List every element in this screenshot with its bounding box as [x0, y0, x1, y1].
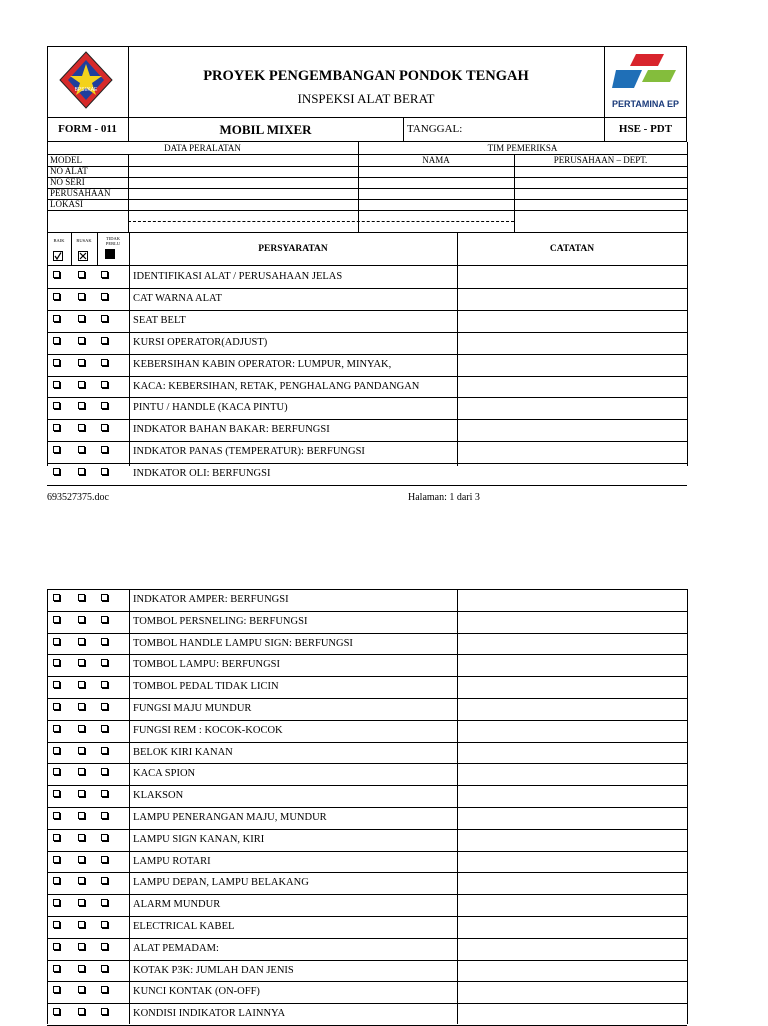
checklist-row [47, 611, 687, 633]
checkbox-not-needed[interactable] [101, 315, 108, 322]
equipment-name: MOBIL MIXER [219, 122, 312, 137]
legend-damaged: RUSAK [76, 238, 92, 243]
checkbox-damaged[interactable] [78, 638, 85, 645]
legend-not-needed: TIDAK [106, 236, 120, 241]
notes-cell[interactable] [458, 590, 686, 610]
divider [47, 117, 687, 118]
checkbox-good[interactable] [53, 943, 60, 950]
logo-text: BPSI/KAE [74, 87, 98, 93]
page-number: Halaman: 1 dari 3 [408, 492, 480, 503]
checkbox-damaged[interactable] [78, 986, 85, 993]
checkbox-damaged[interactable] [78, 446, 85, 453]
checkbox-not-needed[interactable] [101, 1008, 108, 1015]
team-company-header: PERUSAHAAN – DEPT. [553, 155, 648, 165]
checkbox-not-needed[interactable] [101, 986, 108, 993]
field-perusahaan: PERUSAHAAN [50, 188, 111, 198]
checkbox-not-needed[interactable] [101, 337, 108, 344]
checkbox-good[interactable] [53, 747, 60, 754]
checklist-row [47, 720, 687, 742]
checkbox-damaged[interactable] [78, 315, 85, 322]
requirement-label: KOTAK P3K: JUMLAH DAN JENIS [133, 964, 294, 976]
requirement-label: LAMPU DEPAN, LAMPU BELAKANG [133, 877, 309, 889]
project-title: PROYEK PENGEMBANGAN PONDOK TENGAH [203, 68, 529, 84]
checklist-row [47, 698, 687, 720]
requirement-label: INDKATOR PANAS (TEMPERATUR): BERFUNGSI [133, 446, 365, 458]
checkbox-good[interactable] [53, 921, 60, 928]
pertamina-logo-icon [612, 52, 678, 98]
checkbox-good[interactable] [53, 594, 60, 601]
requirement-label: INDKATOR AMPER: BERFUNGSI [133, 594, 289, 605]
checkbox-good[interactable] [53, 293, 60, 300]
checkbox-good[interactable] [53, 877, 60, 884]
checkbox-good[interactable] [53, 359, 60, 366]
checked-box-icon [53, 251, 63, 261]
equipment-data-title: DATA PERALATAN [164, 143, 241, 153]
form-number: FORM - 011 [58, 123, 117, 135]
pertamina-logo-text: PERTAMINA EP [612, 99, 680, 109]
requirement-label: KACA: KEBERSIHAN, RETAK, PENGHALANG PANDANGAN [133, 380, 420, 392]
legend-good: BAIK [53, 238, 65, 243]
checkbox-damaged[interactable] [78, 424, 85, 431]
checkbox-good[interactable] [53, 381, 60, 388]
checkbox-not-needed[interactable] [101, 834, 108, 841]
divider [403, 117, 404, 142]
checkbox-not-needed[interactable] [101, 921, 108, 928]
checkbox-damaged[interactable] [78, 271, 85, 278]
divider [47, 210, 687, 211]
notes-cell[interactable] [458, 333, 686, 353]
field-model: MODEL [50, 155, 82, 165]
checklist-row [47, 938, 687, 960]
divider [687, 589, 688, 1024]
requirement-label: PINTU / HANDLE (KACA PINTU) [133, 402, 288, 414]
divider [47, 485, 687, 486]
checkbox-damaged[interactable] [78, 812, 85, 819]
checkbox-good[interactable] [53, 681, 60, 688]
checkbox-good[interactable] [53, 337, 60, 344]
checkbox-not-needed[interactable] [101, 943, 108, 950]
checkbox-damaged[interactable] [78, 921, 85, 928]
checkbox-not-needed[interactable] [101, 293, 108, 300]
notes-cell[interactable] [458, 634, 686, 654]
requirement-label: INDKATOR OLI: BERFUNGSI [133, 468, 271, 480]
company-logo [58, 50, 114, 110]
checkbox-not-needed[interactable] [101, 468, 108, 475]
requirement-label: LAMPU PENERANGAN MAJU, MUNDUR [133, 812, 327, 823]
checkbox-good[interactable] [53, 986, 60, 993]
checklist-row [47, 960, 687, 982]
checkbox-damaged[interactable] [78, 725, 85, 732]
notes-cell[interactable] [458, 961, 686, 981]
notes-cell[interactable] [458, 982, 686, 1002]
checkbox-good[interactable] [53, 446, 60, 453]
checklist-row [47, 742, 687, 764]
checklist-row [47, 633, 687, 655]
requirement-label: FUNGSI REM : KOCOK-KOCOK [133, 724, 283, 736]
checkbox-not-needed[interactable] [101, 856, 108, 863]
divider [687, 142, 688, 466]
notes-cell[interactable] [458, 464, 686, 484]
checkbox-damaged[interactable] [78, 899, 85, 906]
notes-cell[interactable] [458, 808, 686, 828]
notes-cell[interactable] [458, 721, 686, 741]
checklist-row [47, 310, 687, 332]
requirement-label: CAT WARNA ALAT [133, 292, 222, 304]
requirement-label: KEBERSIHAN KABIN OPERATOR: LUMPUR, MINYAK, [133, 358, 392, 370]
checklist-row [47, 872, 687, 894]
notes-cell[interactable] [458, 677, 686, 697]
checklist-row [47, 654, 687, 676]
requirements-header: PERSYARATAN [258, 244, 328, 254]
checklist-row [47, 441, 687, 463]
checklist-row [47, 589, 687, 611]
notes-cell[interactable] [458, 895, 686, 915]
checklist-row [47, 676, 687, 698]
checklist-row [47, 376, 687, 398]
notes-cell[interactable] [458, 442, 686, 462]
checkbox-damaged[interactable] [78, 337, 85, 344]
requirement-label: TOMBOL LAMPU: BERFUNGSI [133, 659, 281, 671]
checkbox-good[interactable] [53, 812, 60, 819]
checkbox-damaged[interactable] [78, 856, 85, 863]
checkbox-good[interactable] [53, 424, 60, 431]
checkbox-damaged[interactable] [78, 1008, 85, 1015]
checkbox-not-needed[interactable] [101, 965, 108, 972]
checkbox-not-needed[interactable] [101, 812, 108, 819]
checklist-row [47, 894, 687, 916]
no-alat-input[interactable] [129, 167, 357, 177]
requirement-label: LAMPU ROTARI [133, 855, 211, 867]
checklist-row [47, 829, 687, 851]
notes-cell[interactable] [458, 267, 686, 287]
checkbox-good[interactable] [53, 834, 60, 841]
checkbox-damaged[interactable] [78, 659, 85, 666]
requirement-label: SEAT BELT [133, 314, 186, 326]
checklist-row [47, 397, 687, 419]
document-subtitle: INSPEKSI ALAT BERAT [297, 91, 435, 106]
requirement-label: ALAT PEMADAM: [133, 942, 219, 954]
requirement-label: TOMBOL PERSNELING: BERFUNGSI [133, 615, 308, 627]
checklist-row [47, 851, 687, 873]
date-field[interactable] [465, 119, 601, 140]
lokasi-input[interactable] [129, 200, 357, 210]
checklist-row [47, 288, 687, 310]
checkbox-not-needed[interactable] [101, 424, 108, 431]
checkbox-not-needed[interactable] [101, 768, 108, 775]
team-title: TIM PEMERIKSA [487, 143, 558, 153]
field-no-alat: NO ALAT [50, 166, 88, 176]
checkbox-damaged[interactable] [78, 594, 85, 601]
checklist-row [47, 807, 687, 829]
checkbox-damaged[interactable] [78, 468, 85, 475]
checkbox-damaged[interactable] [78, 943, 85, 950]
checkbox-damaged[interactable] [78, 877, 85, 884]
filename: 693527375.doc [47, 492, 109, 503]
requirement-label: TOMBOL HANDLE LAMPU SIGN: BERFUNGSI [133, 637, 353, 649]
checklist-row [47, 981, 687, 1003]
checkbox-good[interactable] [53, 659, 60, 666]
checkbox-not-needed[interactable] [101, 659, 108, 666]
checkbox-not-needed[interactable] [101, 703, 108, 710]
checkbox-good[interactable] [53, 703, 60, 710]
notes-cell[interactable] [458, 289, 686, 309]
checkbox-good[interactable] [53, 315, 60, 322]
notes-cell[interactable] [458, 764, 686, 784]
requirement-label: INDKATOR BAHAN BAKAR: BERFUNGSI [133, 424, 330, 436]
notes-cell[interactable] [458, 939, 686, 959]
notes-cell[interactable] [458, 873, 686, 893]
requirement-label: ELECTRICAL KABEL [133, 921, 235, 932]
checkbox-damaged[interactable] [78, 616, 85, 623]
notes-cell[interactable] [458, 655, 686, 675]
checkbox-good[interactable] [53, 468, 60, 475]
checklist-row [47, 419, 687, 441]
checkbox-damaged[interactable] [78, 747, 85, 754]
checkbox-good[interactable] [53, 616, 60, 623]
notes-cell[interactable] [458, 830, 686, 850]
checklist-row [47, 354, 687, 376]
model-input[interactable] [129, 155, 357, 165]
checkbox-damaged[interactable] [78, 381, 85, 388]
checkbox-not-needed[interactable] [101, 877, 108, 884]
checkbox-not-needed[interactable] [101, 725, 108, 732]
notes-cell[interactable] [458, 786, 686, 806]
checkbox-not-needed[interactable] [101, 747, 108, 754]
filled-box-icon [105, 249, 115, 259]
date-label: TANGGAL: [407, 123, 463, 135]
field-no-seri: NO SERI [50, 177, 85, 187]
requirement-label: KACA SPION [133, 768, 196, 780]
requirement-label: IDENTIFIKASI ALAT / PERUSAHAAN JELAS [133, 271, 343, 282]
notes-cell[interactable] [458, 612, 686, 632]
notes-cell[interactable] [458, 420, 686, 440]
checkbox-good[interactable] [53, 1008, 60, 1015]
checkbox-good[interactable] [53, 402, 60, 409]
requirement-label: KONDISI INDIKATOR LAINNYA [133, 1008, 286, 1020]
checkbox-good[interactable] [53, 271, 60, 278]
notes-header: CATATAN [549, 244, 595, 254]
checklist-row [47, 266, 687, 288]
department: HSE - PDT [618, 123, 673, 135]
requirement-label: KURSI OPERATOR(ADJUST) [133, 336, 268, 348]
requirement-label: LAMPU SIGN KANAN, KIRI [133, 833, 265, 845]
notes-cell[interactable] [458, 1004, 686, 1024]
notes-cell[interactable] [458, 852, 686, 872]
notes-cell[interactable] [458, 355, 686, 375]
checklist-row [47, 916, 687, 938]
checkbox-good[interactable] [53, 899, 60, 906]
checkbox-not-needed[interactable] [101, 359, 108, 366]
checkbox-good[interactable] [53, 856, 60, 863]
requirement-label: ALARM MUNDUR [133, 899, 221, 911]
checkbox-not-needed[interactable] [101, 899, 108, 906]
field-lokasi: LOKASI [50, 199, 83, 209]
divider [71, 233, 72, 265]
checkbox-not-needed[interactable] [101, 271, 108, 278]
checklist-row [47, 763, 687, 785]
no-seri-input[interactable] [129, 178, 357, 188]
checklist-row [47, 1003, 687, 1025]
checkbox-damaged[interactable] [78, 359, 85, 366]
checkbox-not-needed[interactable] [101, 790, 108, 797]
checkbox-not-needed[interactable] [101, 681, 108, 688]
checkbox-not-needed[interactable] [101, 594, 108, 601]
checkbox-good[interactable] [53, 790, 60, 797]
notes-cell[interactable] [458, 311, 686, 331]
checkbox-good[interactable] [53, 638, 60, 645]
perusahaan-input[interactable] [129, 189, 357, 199]
legend-not-needed-2: PERLU [105, 241, 121, 246]
notes-cell[interactable] [458, 917, 686, 937]
checkbox-good[interactable] [53, 965, 60, 972]
notes-cell[interactable] [458, 699, 686, 719]
checkbox-not-needed[interactable] [101, 402, 108, 409]
divider [128, 221, 514, 222]
checklist-row [47, 785, 687, 807]
checkbox-not-needed[interactable] [101, 616, 108, 623]
requirement-label: BELOK KIRI KANAN [133, 746, 233, 758]
checkbox-good[interactable] [53, 768, 60, 775]
checkbox-damaged[interactable] [78, 681, 85, 688]
crossed-box-icon [78, 251, 88, 261]
checkbox-not-needed[interactable] [101, 638, 108, 645]
checklist-row [47, 332, 687, 354]
checkbox-damaged[interactable] [78, 768, 85, 775]
notes-cell[interactable] [458, 377, 686, 397]
requirement-label: TOMBOL PEDAL TIDAK LICIN [133, 681, 279, 693]
checklist-row [47, 463, 687, 485]
checkbox-not-needed[interactable] [101, 381, 108, 388]
checkbox-damaged[interactable] [78, 402, 85, 409]
requirement-label: FUNGSI MAJU MUNDUR [133, 703, 252, 714]
checkbox-damaged[interactable] [78, 965, 85, 972]
team-name-header: NAMA [422, 155, 450, 165]
checkbox-damaged[interactable] [78, 293, 85, 300]
checkbox-good[interactable] [53, 725, 60, 732]
checkbox-not-needed[interactable] [101, 446, 108, 453]
requirement-label: KLAKSON [133, 790, 184, 802]
notes-cell[interactable] [458, 743, 686, 763]
notes-cell[interactable] [458, 398, 686, 418]
divider [47, 232, 687, 233]
checkbox-damaged[interactable] [78, 834, 85, 841]
requirement-label: KUNCI KONTAK (ON-OFF) [133, 986, 260, 998]
checkbox-damaged[interactable] [78, 790, 85, 797]
checkbox-damaged[interactable] [78, 703, 85, 710]
